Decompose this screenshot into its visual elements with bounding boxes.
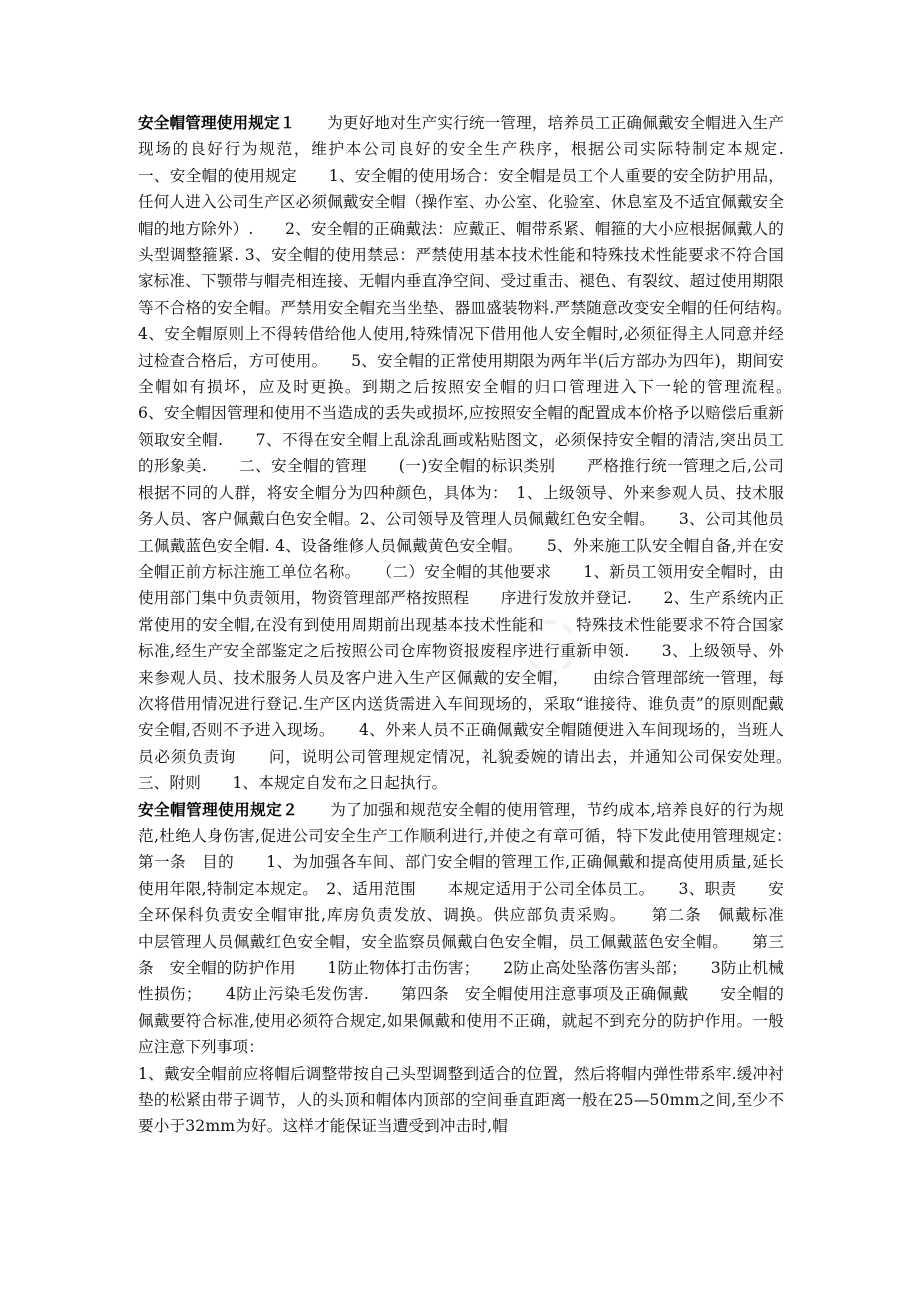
section-2-heading: 安全帽管理使用规定２: [138, 800, 299, 819]
section-1-paragraph: [138, 110, 816, 797]
watermark: ◌: [520, 600, 582, 682]
section-1-body: 为更好地对生产实行统一管理，培养员工正确佩戴安全帽进入生产现场的良好行为规范，维护本公司良好的安全生产秩序，根据公司实际特制定本规定. 一、安全帽的使用规定 1、安全帽的使用场合：安全帽是员工个人重要的安全防护用品，任何人进入公司生产区必须佩戴安全帽（操作室、办公室、化验室、休息室及不适宜佩戴安全帽的地方除外）. 2、安全帽的正确戴法：应戴正、帽带系紧、帽箍的大小应根据佩戴人的头型调整箍紧. 3、安全帽的使用禁忌：严禁使用基本技术性能和特殊技术性能要求不符合国家标准、下颚带与帽壳相连接、无帽内垂直净空间、受过重击、褪色、有裂纹、超过使用期限等不合格的安全帽。严禁用安全帽充当坐垫、器皿盛装物料.严禁随意改变安全帽的任何结构。 4、安全帽原则上不得转借给他人使用,特殊情况下借用他人安全帽时,必须征得主人同意并经过检查合格后，方可使用。 5、安全帽的正常使用期限为两年半(后方部办为四年)，期间安全帽如有损坏，应及时更换。到期之后按照安全帽的归口管理进入下一轮的管理流程。 6、安全帽因管理和使用不当造成的丢失或损坏,应按照安全帽的配置成本价格予以赔偿后重新领取安全帽. 7、不得在安全帽上乱涂乱画或粘贴图文，必须保持安全帽的清洁,突出员工的形象美. 二、安全帽的管理 (一)安全帽的标识类别 严格推行统一管理之后,公司根据不同的人群，将安全帽分为四种颜色，具体为： 1、上级领导、外来参观人员、技术服务人员、客户佩戴白色安全帽。2、公司领导及管理人员佩戴红色安全帽。 3、公司其他员工佩戴蓝色安全帽. 4、设备维修人员佩戴黄色安全帽。 5、外来施工队安全帽自备,并在安全帽正前方标注施工单位名称。 （二）安全帽的其他要求 1、新员工领用安全帽时，由使用部门集中负责领用，物资管理部严格按照程 序进行发放并登记. 2、生产系统内正常使用的安全帽,在没有到使用周期前出现基本技术性能和 特殊技术性能要求不符合国家标准,经生产安全部鉴定之后按照公司仓库物资报废程序进行重新申领. 3、上级领导、外来参观人员、技术服务人员及客户进入生产区佩戴的安全帽， 由综合管理部统一管理，每次将借用情况进行登记.生产区内送货需进入车间现场的，采取“谁接待、谁负责”的原则配戴安全帽,否则不予进入现场。 4、外来人员不正确佩戴安全帽随便进入车间现场的，当班人员必须负责询 问，说明公司管理规定情况，礼貌委婉的请出去，并通知公司保安处理。 三、附则 1、本规定自发布之日起执行。: [138, 114, 816, 793]
section-2-paragraph: [138, 797, 816, 1061]
section-2-body: 为了加强和规范安全帽的使用管理，节约成本,培养良好的行为规范,杜绝人身伤害,促进公司安全生产工作顺利进行,并使之有章可循，特下发此使用管理规定： 第一条 目的 1、为加强各车间、部门安全帽的管理工作,正确佩戴和提高使用质量,延长使用年限,特制定本规定。 2、适用范围 本规定适用于公司全体员工。 3、职责 安全环保科负责安全帽审批,库房负责发放、调换。供应部负责采购。 第二条 佩戴标准 中层管理人员佩戴红色安全帽，安全监察员佩戴白色安全帽，员工佩戴蓝色安全帽。 第三条 安全帽的防护作用 1防止物体打击伤害； 2防止高处坠落伤害头部； 3防止机械性损伤； 4防止污染毛发伤害. 第四条 安全帽使用注意事项及正确佩戴 安全帽的佩戴要符合标准,使用必须符合规定,如果佩戴和使用不正确，就起不到充分的防护作用。一般应注意下列事项：: [138, 800, 816, 1057]
section-3-paragraph: [138, 1061, 784, 1140]
section-3-body: 1、戴安全帽前应将帽后调整带按自己头型调整到适合的位置，然后将帽内弹性带系牢.缓冲衬垫的松紧由带子调节，人的头顶和帽体内顶部的空间垂直距离一般在25—50mm之间,至少不要小于32mm为好。这样才能保证当遭受到冲击时,帽: [138, 1064, 784, 1136]
document-page: [138, 110, 816, 1140]
section-1-heading: 安全帽管理使用规定１: [138, 114, 296, 132]
